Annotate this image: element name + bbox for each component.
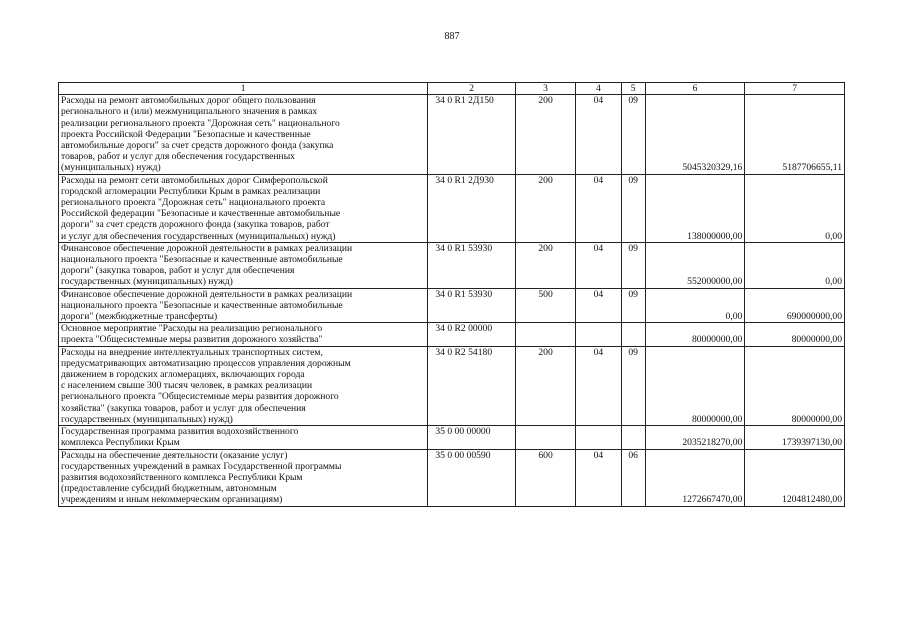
row-expense-type-cell [515,174,575,242]
row-expense-type-cell [515,95,575,174]
header-cell: 6 [645,83,745,95]
table-row [59,449,845,506]
row-description: Основное мероприятие "Расходы на реализацию регионального проекта "Общесистемные меры развития дорожного хозяйства" [61,323,323,346]
header-cell: 3 [515,83,575,95]
row-description-cell [59,174,428,242]
row-amount-7-cell [745,449,845,506]
row-description-cell [59,323,428,346]
row-amount-6-cell [645,346,745,425]
row-section-cell [576,95,621,174]
row-amount-6-cell [645,449,745,506]
row-expense-type-cell [515,242,575,288]
table-row [59,242,845,288]
row-target-article: 34 0 R1 53930 [435,242,493,254]
row-description: Расходы на ремонт сети автомобильных дорог Симферопольской городской агломерации Республики Крым в рамках реализации регионального проекта "Дорожная сеть" национального проекта Российской федерации "Безопасные и качественные автомобильные дороги" за счет средств дорожного фонда (закупка товаров, работ и услуг для обеспечения государственных (муниципальных) нужд) [61,174,341,242]
row-description: Расходы на ремонт автомобильных дорог общего пользования регионального и (или) межмуниципального значения в рамках реализации регионального проекта "Дорожная сеть" национального проекта Российской Федерации "Безопасные и качественные автомобильные дороги" за счет средств дорожного фонда (закупка товаров, работ и услуг для обеспечения государственных (муниципальных) нужд) [61,95,340,174]
table-row [59,426,845,449]
row-subsection-cell [621,288,645,323]
table-header-row [59,83,845,95]
row-amount-6: 1272667470,00 [682,494,743,506]
row-expense-type: 500 [538,288,553,300]
row-description-cell [59,288,428,323]
row-expense-type: 600 [538,449,553,461]
row-amount-7-cell [745,323,845,346]
row-target-article: 35 0 00 00000 [435,426,491,438]
row-target-article-cell [428,242,516,288]
row-subsection-cell [621,346,645,425]
row-target-article: 35 0 00 00590 [435,449,491,461]
row-description: Государственная программа развития водохозяйственного комплекса Республики Крым [61,426,299,449]
budget-table [58,82,845,507]
table-row [59,346,845,425]
row-section: 04 [593,449,604,461]
row-amount-6: 138000000,00 [687,230,743,242]
row-section-cell [576,288,621,323]
row-amount-6-cell [645,95,745,174]
row-subsection-cell [621,323,645,346]
row-subsection-cell [621,449,645,506]
row-amount-6-cell [645,426,745,449]
row-amount-7: 0,00 [825,276,842,288]
row-amount-6-cell [645,288,745,323]
row-amount-6: 80000000,00 [691,334,743,346]
header-cell: 2 [428,83,516,95]
table-row [59,95,845,174]
row-amount-7: 0,00 [825,230,842,242]
header-cell: 5 [621,83,645,95]
table-body [59,83,845,507]
row-section-cell [576,242,621,288]
row-amount-6: 2035218270,00 [682,437,743,449]
row-target-article-cell [428,95,516,174]
row-subsection: 09 [628,242,638,254]
table-row [59,174,845,242]
row-amount-6-cell [645,174,745,242]
row-target-article: 34 0 R2 54180 [435,346,493,358]
row-description: Расходы на внедрение интеллектуальных транспортных систем, предусматривающих автоматизацию процессов управления дорожным движением в городских агломерациях, включающих города с населением свыше 300 тысяч человек, в рамках реализации регионального проекта "Общесистемные меры развития дорожного хозяйства" (закупка товаров, работ и услуг для обеспечения государственных (муниципальных) нужд) [61,346,351,425]
row-amount-6-cell [645,323,745,346]
row-section: 04 [593,242,604,254]
row-amount-7: 690000000,00 [786,311,842,323]
row-target-article: 34 0 R1 2Д930 [435,174,494,186]
row-amount-6-cell [645,242,745,288]
row-subsection: 09 [628,288,638,300]
row-description-cell [59,449,428,506]
row-subsection: 09 [628,346,638,358]
row-description-cell [59,95,428,174]
row-expense-type: 200 [538,242,553,254]
row-expense-type-cell [515,288,575,323]
table-row [59,288,845,323]
row-expense-type-cell [515,323,575,346]
row-target-article: 34 0 R1 2Д150 [435,95,494,107]
row-subsection-cell [621,95,645,174]
row-target-article-cell [428,426,516,449]
row-target-article-cell [428,323,516,346]
row-subsection-cell [621,242,645,288]
page-number: 887 [444,31,460,42]
row-subsection-cell [621,174,645,242]
row-section: 04 [593,346,604,358]
row-amount-7: 80000000,00 [791,334,842,346]
row-target-article-cell [428,288,516,323]
row-subsection-cell [621,426,645,449]
row-section: 04 [593,174,604,186]
row-target-article: 34 0 R2 00000 [435,323,493,335]
row-description-cell [59,426,428,449]
row-section-cell [576,346,621,425]
row-target-article-cell [428,174,516,242]
row-amount-7: 80000000,00 [791,413,842,425]
row-description-cell [59,346,428,425]
row-target-article: 34 0 R1 53930 [435,288,493,300]
header-cell: 4 [576,83,621,95]
row-description: Расходы на обеспечение деятельности (оказание услуг) государственных учреждений в рамках Государственной программы развития водохозяйственного комплекса Республики Крым (предоставление субсидий бюджетным, автономным учреждениям и иным некоммерческим организациям) [61,449,342,506]
row-expense-type: 200 [538,346,553,358]
row-description: Финансовое обеспечение дорожной деятельности в рамках реализации национального проекта "Безопасные и качественные автомобильные дороги" (закупка товаров, работ и услуг для обеспечения государственных (муниципальных) нужд) [61,242,353,288]
row-subsection: 09 [628,95,638,107]
row-target-article-cell [428,449,516,506]
row-subsection: 09 [628,174,638,186]
row-amount-7-cell [745,426,845,449]
row-subsection: 06 [628,449,638,461]
row-section: 04 [593,95,604,107]
row-target-article-cell [428,346,516,425]
row-description: Финансовое обеспечение дорожной деятельности в рамках реализации национального проекта "Безопасные и качественные автомобильные дороги" (межбюджетные трансферты) [61,288,353,323]
row-section-cell [576,449,621,506]
row-amount-7-cell [745,174,845,242]
row-section-cell [576,174,621,242]
row-expense-type: 200 [538,95,553,107]
row-amount-7-cell [745,288,845,323]
header-cell: 1 [59,83,428,95]
row-section-cell [576,426,621,449]
header-cell: 7 [745,83,845,95]
row-amount-7-cell [745,242,845,288]
row-amount-6: 5045320329,16 [682,162,743,174]
row-amount-7: 1739397130,00 [782,437,842,449]
row-amount-7: 5187706655,11 [782,162,842,174]
row-amount-7-cell [745,95,845,174]
table-row [59,323,845,346]
row-description-cell [59,242,428,288]
row-expense-type-cell [515,426,575,449]
row-amount-6: 0,00 [725,311,743,323]
row-section: 04 [593,288,604,300]
row-amount-7-cell [745,346,845,425]
row-expense-type-cell [515,346,575,425]
row-expense-type: 200 [538,174,553,186]
row-amount-6: 80000000,00 [691,413,743,425]
row-section-cell [576,323,621,346]
row-expense-type-cell [515,449,575,506]
row-amount-7: 1204812480,00 [782,494,842,506]
row-amount-6: 552000000,00 [687,276,743,288]
